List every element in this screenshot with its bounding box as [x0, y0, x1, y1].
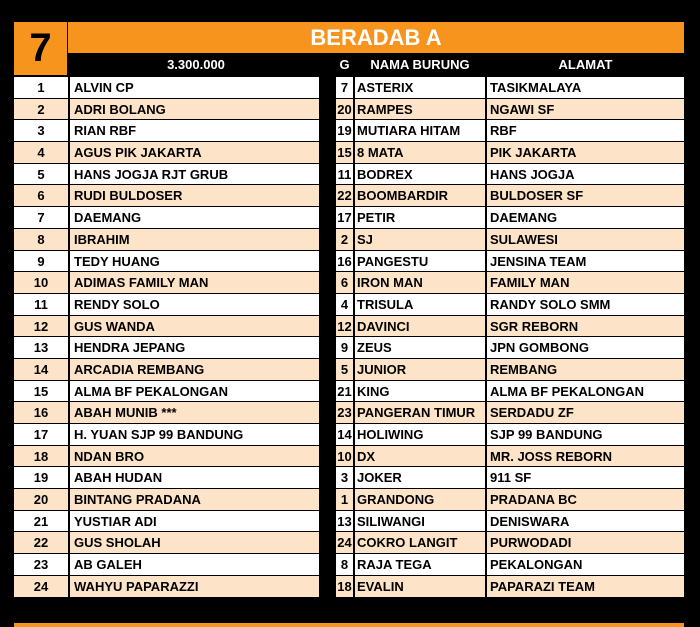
address-cell: NGAWI SF [487, 99, 684, 120]
rank-cell: 2 [14, 99, 68, 120]
owner-name-cell: NDAN BRO [70, 446, 319, 467]
g-cell: 18 [336, 576, 353, 597]
owner-name-cell: IBRAHIM [70, 229, 319, 250]
table-row [14, 402, 684, 424]
rank-cell: 22 [14, 532, 68, 553]
bird-name-cell: TRISULA [355, 294, 485, 315]
rank-cell: 5 [14, 164, 68, 185]
owner-name-cell: WAHYU PAPARAZZI [70, 576, 319, 597]
bird-name-cell: RAMPES [355, 99, 485, 120]
g-cell: 20 [336, 99, 353, 120]
rank-cell: 14 [14, 359, 68, 380]
g-cell: 2 [336, 229, 353, 250]
g-cell: 21 [336, 381, 353, 402]
g-cell: 11 [336, 164, 353, 185]
rank-cell: 19 [14, 467, 68, 488]
bird-name-cell: KING [355, 381, 485, 402]
g-cell: 12 [336, 316, 353, 337]
g-cell: 10 [336, 446, 353, 467]
owner-name-cell: GUS SHOLAH [70, 532, 319, 553]
table-row [14, 294, 684, 316]
class-number: 7 [14, 22, 67, 75]
rank-cell: 3 [14, 120, 68, 141]
rank-cell: 4 [14, 142, 68, 163]
bird-name-cell: SJ [355, 229, 485, 250]
owner-name-cell: ADIMAS FAMILY MAN [70, 272, 319, 293]
owner-name-cell: RUDI BULDOSER [70, 185, 319, 206]
owner-name-cell: ALMA BF PEKALONGAN [70, 381, 319, 402]
rank-cell: 8 [14, 229, 68, 250]
address-cell: ALMA BF PEKALONGAN [487, 381, 684, 402]
table-row [14, 251, 684, 273]
g-cell: 22 [336, 185, 353, 206]
bird-name-cell: 8 MATA [355, 142, 485, 163]
bird-name-cell: ASTERIX [355, 77, 485, 98]
table-row [14, 272, 684, 294]
owner-name-cell: YUSTIAR ADI [70, 511, 319, 532]
rank-cell: 24 [14, 576, 68, 597]
bird-name-cell: JUNIOR [355, 359, 485, 380]
rank-cell: 15 [14, 381, 68, 402]
table-row [14, 229, 684, 251]
table-row [14, 554, 684, 576]
address-cell: 911 SF [487, 467, 684, 488]
address-cell: DENISWARA [487, 511, 684, 532]
g-cell: 1 [336, 489, 353, 510]
g-cell: 6 [336, 272, 353, 293]
table-row [14, 77, 684, 99]
address-cell: HANS JOGJA [487, 164, 684, 185]
table-row [14, 489, 684, 511]
table-row [14, 576, 684, 598]
g-cell: 4 [336, 294, 353, 315]
rank-cell: 18 [14, 446, 68, 467]
table-row [14, 185, 684, 207]
address-cell: TASIKMALAYA [487, 77, 684, 98]
address-cell: MR. JOSS REBORN [487, 446, 684, 467]
bird-name-cell: RAJA TEGA [355, 554, 485, 575]
address-cell: PURWODADI [487, 532, 684, 553]
g-cell: 24 [336, 532, 353, 553]
address-cell: FAMILY MAN [487, 272, 684, 293]
rank-cell: 10 [14, 272, 68, 293]
g-cell: 8 [336, 554, 353, 575]
table-row [14, 142, 684, 164]
rank-cell: 12 [14, 316, 68, 337]
rank-cell: 6 [14, 185, 68, 206]
address-cell: JPN GOMBONG [487, 337, 684, 358]
g-cell: 7 [336, 77, 353, 98]
bird-name-cell: COKRO LANGIT [355, 532, 485, 553]
g-cell: 16 [336, 251, 353, 272]
rank-cell: 1 [14, 77, 68, 98]
rank-cell: 17 [14, 424, 68, 445]
class-title: BERADAB A [68, 22, 684, 53]
owner-name-cell: ABAH HUDAN [70, 467, 319, 488]
owner-name-cell: AB GALEH [70, 554, 319, 575]
table-row [14, 99, 684, 121]
g-cell: 13 [336, 511, 353, 532]
table-row [14, 359, 684, 381]
bird-name-cell: GRANDONG [355, 489, 485, 510]
table-row [14, 120, 684, 142]
rank-cell: 23 [14, 554, 68, 575]
bird-name-cell: DAVINCI [355, 316, 485, 337]
owner-name-cell: DAEMANG [70, 207, 319, 228]
bird-name-cell: DX [355, 446, 485, 467]
table-row [14, 207, 684, 229]
bird-name-cell: HOLIWING [355, 424, 485, 445]
owner-name-cell: ALVIN CP [70, 77, 319, 98]
table-row [14, 381, 684, 403]
owner-name-cell: ADRI BOLANG [70, 99, 319, 120]
bird-name-cell: EVALIN [355, 576, 485, 597]
owner-name-cell: AGUS PIK JAKARTA [70, 142, 319, 163]
bird-name-cell: PANGESTU [355, 251, 485, 272]
header-g: G [339, 57, 350, 72]
address-cell: PAPARAZI TEAM [487, 576, 684, 597]
address-cell: SJP 99 BANDUNG [487, 424, 684, 445]
rank-cell: 16 [14, 402, 68, 423]
header-address: ALAMAT [558, 57, 613, 72]
owner-name-cell: ARCADIA REMBANG [70, 359, 319, 380]
address-cell: JENSINA TEAM [487, 251, 684, 272]
owner-name-cell: RIAN RBF [70, 120, 319, 141]
rank-cell: 9 [14, 251, 68, 272]
address-cell: BULDOSER SF [487, 185, 684, 206]
table-row [14, 532, 684, 554]
g-cell: 3 [336, 467, 353, 488]
bottom-divider [14, 623, 684, 627]
table-row [14, 467, 684, 489]
rank-cell: 11 [14, 294, 68, 315]
table-row [14, 446, 684, 468]
rank-cell: 13 [14, 337, 68, 358]
results-table [14, 77, 684, 598]
table-row [14, 424, 684, 446]
address-cell: PEKALONGAN [487, 554, 684, 575]
header-prize: 3.300.000 [167, 57, 225, 72]
owner-name-cell: GUS WANDA [70, 316, 319, 337]
owner-name-cell: HANS JOGJA RJT GRUB [70, 164, 319, 185]
g-cell: 14 [336, 424, 353, 445]
bird-name-cell: MUTIARA HITAM [355, 120, 485, 141]
table-row [14, 337, 684, 359]
owner-name-cell: BINTANG PRADANA [70, 489, 319, 510]
address-cell: PIK JAKARTA [487, 142, 684, 163]
owner-name-cell: H. YUAN SJP 99 BANDUNG [70, 424, 319, 445]
address-cell: PRADANA BC [487, 489, 684, 510]
rank-cell: 7 [14, 207, 68, 228]
bird-name-cell: ZEUS [355, 337, 485, 358]
bird-name-cell: BOOMBARDIR [355, 185, 485, 206]
address-cell: DAEMANG [487, 207, 684, 228]
header-bird: NAMA BURUNG [370, 57, 470, 72]
g-cell: 17 [336, 207, 353, 228]
g-cell: 23 [336, 402, 353, 423]
rank-cell: 20 [14, 489, 68, 510]
address-cell: RANDY SOLO SMM [487, 294, 684, 315]
address-cell: SERDADU ZF [487, 402, 684, 423]
bird-name-cell: PETIR [355, 207, 485, 228]
address-cell: SULAWESI [487, 229, 684, 250]
bird-name-cell: BODREX [355, 164, 485, 185]
table-row [14, 511, 684, 533]
bird-name-cell: PANGERAN TIMUR [355, 402, 485, 423]
address-cell: RBF [487, 120, 684, 141]
owner-name-cell: RENDY SOLO [70, 294, 319, 315]
table-row [14, 316, 684, 338]
bird-name-cell: JOKER [355, 467, 485, 488]
g-cell: 19 [336, 120, 353, 141]
g-cell: 9 [336, 337, 353, 358]
table-row [14, 164, 684, 186]
address-cell: REMBANG [487, 359, 684, 380]
g-cell: 5 [336, 359, 353, 380]
bird-name-cell: SILIWANGI [355, 511, 485, 532]
bird-name-cell: IRON MAN [355, 272, 485, 293]
address-cell: SGR REBORN [487, 316, 684, 337]
owner-name-cell: HENDRA JEPANG [70, 337, 319, 358]
rank-cell: 21 [14, 511, 68, 532]
owner-name-cell: TEDY HUANG [70, 251, 319, 272]
owner-name-cell: ABAH MUNIB *** [70, 402, 319, 423]
g-cell: 15 [336, 142, 353, 163]
